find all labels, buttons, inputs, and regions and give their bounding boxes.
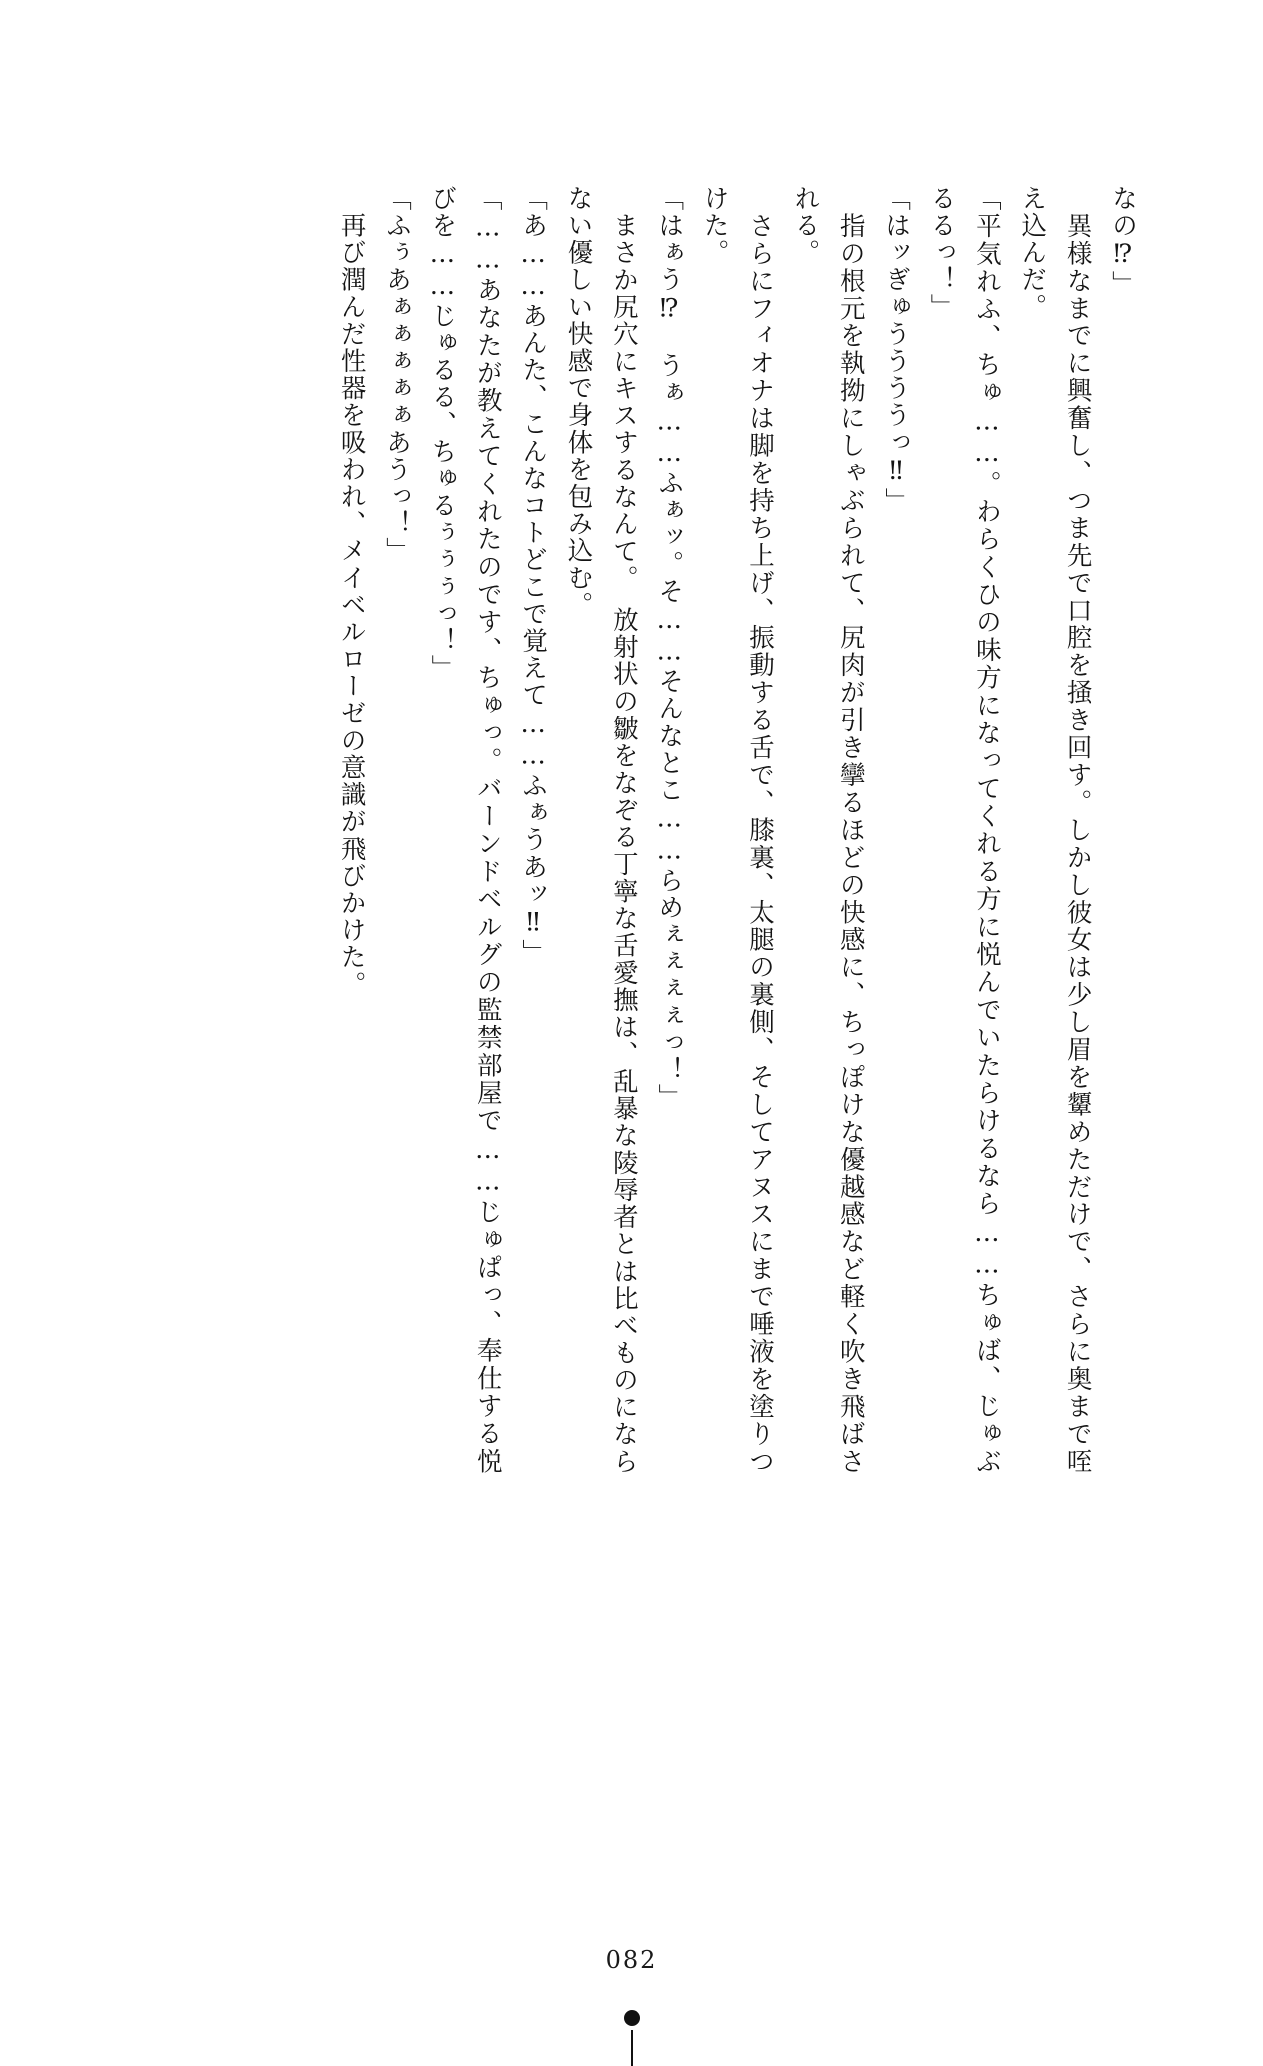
body-paragraph: なの⁉」 (1108, 185, 1138, 298)
body-paragraph: 再び潤んだ性器を吸われ、メイベルローゼの意識が飛びかけた。 (336, 185, 367, 998)
body-paragraph: 「平気れふ、ちゅ……。わらくひの味方になってくれる方に悦んでいたらけるなら……ちゅば、じゅぶるるっ！」 (926, 185, 1002, 1475)
body-paragraph: 「はッぎゅううううっ‼」 (881, 185, 912, 515)
body-paragraph: 異様なまでに興奮し、つま先で口腔を掻き回す。しかし彼女は少し眉を顰めただけで、さらに奥まで咥え込んだ。 (1017, 185, 1093, 1475)
body-paragraph: さらにフィオナは脚を持ち上げ、振動する舌で、膝裏、太腿の裏側、そしてアヌスにまで唾液を塗りつけた。 (699, 185, 775, 1475)
body-paragraph: 指の根元を執拗にしゃぶられて、尻肉が引き攣るほどの快感に、ちっぽけな優越感など軽く吹き飛ばされる。 (790, 185, 866, 1475)
body-paragraph: 「ふぅあぁぁぁぁぁあうっ！」 (382, 185, 412, 565)
body-paragraph: 「あ……あんた、こんなコトどこで覚えて……ふぁうあッ‼」 (518, 185, 549, 967)
ornament-stem (631, 2030, 633, 2066)
body-paragraph: 「はぁう⁉ うぁ……ふぁッ。そ……そんなとこ……らめぇぇぇぇっ！」 (654, 185, 685, 1111)
page-body-text (115, 185, 1145, 1475)
ornament-dot (624, 2010, 640, 2026)
body-paragraph: 「……あなたが教えてくれたのです、ちゅっ。バーンドベルグの監禁部屋で……じゅぱっ、奉仕する悦びを……じゅるる、ちゅるぅぅぅっ！」 (427, 185, 503, 1475)
page-ornament-icon (622, 2010, 642, 2066)
page-number: 082 (605, 1946, 658, 1974)
body-paragraph: まさか尻穴にキスするなんて。 放射状の皺をなぞる丁寧な舌愛撫は、乱暴な陵辱者とは比べものにならない優しい快感で身体を包み込む。 (563, 185, 639, 1475)
